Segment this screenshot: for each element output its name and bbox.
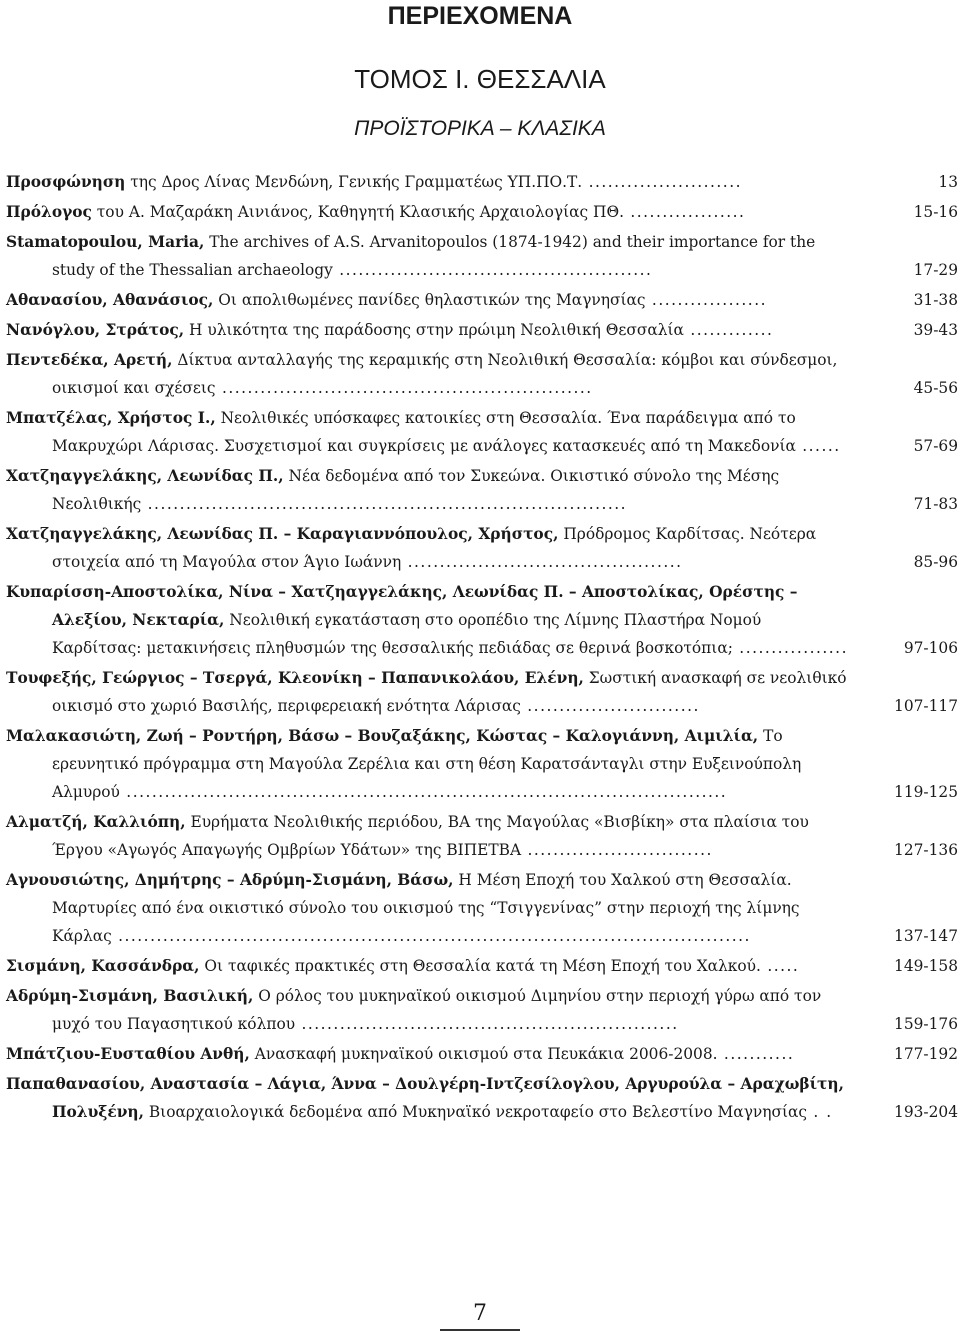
toc-entry [6, 520, 960, 576]
toc-entry-authors: Stamatopoulou, Maria, [6, 233, 205, 251]
toc-entry-text [6, 957, 799, 975]
toc-entry-text [6, 321, 773, 339]
dot-leader: . . [807, 1103, 833, 1121]
toc-entry [6, 404, 960, 460]
toc-entry-text [6, 409, 841, 455]
dot-leader: ........................................................................... [141, 495, 628, 513]
toc-entry-authors: Μπάτζιου-Ευσταθίου Ανθή, [6, 1045, 250, 1063]
toc-entry-authors: Νανόγλου, Στράτος, [6, 321, 185, 339]
toc-entry-authors: Μαλακασιώτη, Ζωή – Ροντήρη, Βάσω – Βουζαξάκης, Κώστας – Καλογιάννη, Αιμιλία, [6, 727, 759, 745]
toc-entry-pages: 107-117 [894, 697, 958, 715]
toc-entry-title: Η Μέση Εποχή του Χαλκού στη Θεσσαλία. Μαρτυρίες από ένα οικιστικό σύνολο του οικισμού της “Τσιγγενίνας” στην περιοχή της λίμνης Κάρλας [52, 871, 800, 945]
toc-entry-pages: 159-176 [894, 1015, 958, 1033]
toc-entry-pages: 137-147 [894, 927, 958, 945]
toc-entry [6, 808, 960, 864]
toc-entry-pages: 193-204 [894, 1103, 958, 1121]
toc-entry [6, 1040, 960, 1068]
dot-leader: .................. [623, 203, 746, 221]
toc-entry-title: Το ερευνητικό πρόγραμμα στη Μαγούλα Ζερέλια και στη θέση Καρατσάνταγλι στην Ευξεινούπολη Αλμυρού [52, 727, 802, 801]
dot-leader: ..... [760, 957, 800, 975]
toc-entry-pages: 31-38 [913, 291, 958, 309]
toc-entry-authors: Αθανασίου, Αθανάσιος, [6, 291, 214, 309]
toc-entry-title: Ευρήματα Νεολιθικής περιόδου, ΒΑ της Μαγούλας «Βισβίκη» στα πλαίσια του Έργου «Αγωγός Απαγωγής Ομβρίων Υδάτων» της ΒΙΠΕΤΒΑ [52, 813, 809, 859]
toc-entry-authors: Χατζηαγγελάκης, Λεωνίδας Π., [6, 467, 284, 485]
toc-entry-authors: Πρόλογος [6, 203, 92, 221]
toc-entry-text [6, 525, 816, 571]
toc-entry-title: Σωστική ανασκαφή σε νεολιθικό οικισμό στο χωριό Βασιλής, περιφερειακή ενότητα Λάρισας [52, 669, 847, 715]
dot-leader: ........................................... [401, 553, 683, 571]
toc-entry-title: Οι ταφικές πρακτικές στη Θεσσαλία κατά τη Μέση Εποχή του Χαλκού. [204, 957, 761, 975]
toc-entry-authors: Αλματζή, Καλλιόπη, [6, 813, 186, 831]
toc-entry-text [6, 467, 779, 513]
toc-entry-pages: 57-69 [913, 437, 958, 455]
toc-entry-title: Πρόδρομος Καρδίτσας. Νεότερα στοιχεία από τη Μαγούλα στον Άγιο Ιωάννη [52, 525, 817, 571]
toc-entry-title: του Α. Μαζαράκη Αινιάνος, Καθηγητή Κλασικής Αρχαιολογίας ΠΘ. [96, 203, 624, 221]
toc-entry-authors: Πεντεδέκα, Αρετή, [6, 351, 173, 369]
toc-entry-text [6, 1075, 844, 1121]
toc-entry-text [6, 203, 745, 221]
dot-leader: .................. [645, 291, 767, 309]
toc-entry-title: Ανασκαφή μυκηναϊκού οικισμού στα Πευκάκια 2006-2008. [254, 1045, 718, 1063]
dot-leader: ............................. [521, 841, 713, 859]
toc-entry-pages: 45-56 [913, 379, 958, 397]
toc-entry [6, 228, 960, 284]
toc-entry-text [6, 871, 800, 945]
toc-entry-title: Ο ρόλος του μυκηναϊκού οικισμού Διμηνίου στην περιοχή γύρω από τον μυχό του Παγασητικού κόλπου [52, 987, 822, 1033]
volume-heading: ΤΟΜΟΣ Ι. ΘΕΣΣΑΛΙΑ [354, 64, 606, 94]
toc-entry-authors: Χατζηαγγελάκης, Λεωνίδας Π. – Καραγιαννόπουλος, Χρήστος, [6, 525, 559, 543]
toc-entry [6, 952, 960, 980]
toc-entry-text [6, 727, 801, 801]
toc-entry-title: Βιοαρχαιολογικά δεδομένα από Μυκηναϊκό νεκροταφείο στο Βελεστίνο Μαγνησίας [148, 1103, 808, 1121]
toc-entry-title: Δίκτυα ανταλλαγής της κεραμικής στη Νεολιθική Θεσσαλία: κόμβοι και σύνδεσμοι, οικισμοί και σχέσεις [52, 351, 838, 397]
toc-entry [6, 1070, 960, 1126]
toc-entry-pages: 15-16 [913, 203, 958, 221]
page-number: 7 [473, 1301, 487, 1326]
toc-entry-authors: Σισμάνη, Κασσάνδρα, [6, 957, 200, 975]
toc-entry [6, 578, 960, 662]
toc-entry-title: The archives of A.S. Arvanitopoulos (1874-1942) and their importance for the study of the Thessalian archaeology [52, 233, 816, 279]
toc-entry-text [6, 669, 847, 715]
toc-entry [6, 982, 960, 1038]
toc-entry-pages: 177-192 [894, 1045, 958, 1063]
toc-entry-pages: 71-83 [913, 495, 958, 513]
dot-leader: ........................ [582, 173, 742, 191]
toc-entry-text [6, 233, 815, 279]
dot-leader: ............. [683, 321, 774, 339]
toc-entry-authors: Αδρύμη-Σισμάνη, Βασιλική, [6, 987, 254, 1005]
dot-leader: .......................................................... [215, 379, 593, 397]
toc-entry-authors: Παπαθανασίου, Αναστασία – Λάγια, Άννα – Δουλγέρη-Ιντζεσίλογλου, Αργυρούλα – Αραχωβίτη, Πολυξένη, [6, 1075, 844, 1121]
toc-entry-title: Νέα δεδομένα από τον Συκεώνα. Οικιστικό σύνολο της Μέσης Νεολιθικής [52, 467, 780, 513]
toc-entry [6, 286, 960, 314]
toc-entry-authors: Κυπαρίσση-Αποστολίκα, Νίνα – Χατζηαγγελάκης, Λεωνίδας Π. – Αποστολίκας, Ορέστης – Αλεξίου, Νεκταρία, [6, 583, 798, 629]
toc-entry-title: Η υλικότητα της παράδοσης στην πρώιμη Νεολιθική Θεσσαλία [189, 321, 684, 339]
toc-entry [6, 664, 960, 720]
dot-leader: .............................................................................................. [119, 783, 728, 801]
toc-entry-pages: 127-136 [894, 841, 958, 859]
dot-leader: ........... [717, 1045, 795, 1063]
toc-entry [6, 316, 960, 344]
toc-entry-pages: 149-158 [894, 957, 958, 975]
toc-entry-text [6, 351, 837, 397]
toc-entry-pages: 39-43 [913, 321, 958, 339]
toc-entry [6, 198, 960, 226]
toc-entry-authors: Προσφώνηση [6, 173, 126, 191]
toc-entry [6, 866, 960, 950]
toc-entry-text [6, 1045, 794, 1063]
toc-entry-title: Νεολιθική εγκατάσταση στο οροπέδιο της Λίμνης Πλαστήρα Νομού Καρδίτσας: μετακινήσεις πληθυσμών της θεσσαλικής πεδιάδας σε θερινά βοσκοτόπια; [52, 611, 762, 657]
toc-entry-authors: Αγνουσιώτης, Δημήτρης – Αδρύμη-Σισμάνη, Βάσω, [6, 871, 454, 889]
toc-entry-pages: 85-96 [913, 553, 958, 571]
toc-entry-authors: Μπατζέλας, Χρήστος Ι., [6, 409, 216, 427]
dot-leader: ........................... [520, 697, 700, 715]
toc-entry-authors: Τουφεξής, Γεώργιος – Τσεργά, Κλεονίκη – Παπανικολάου, Ελένη, [6, 669, 584, 687]
toc-entry-title: Νεολιθικές υπόσκαφες κατοικίες στη Θεσσαλία. Ένα παράδειγμα από το Μακρυχώρι Λάρισας. Συσχετισμοί και συγκρίσεις με ανάλογες κατασκευές από τη Μακεδονία [52, 409, 796, 455]
toc-entry-pages: 17-29 [913, 261, 958, 279]
toc-list [6, 168, 960, 1128]
section-heading: ΠΡΟΪΣΤΟΡΙΚΑ – ΚΛΑΣΙΚΑ [354, 117, 606, 140]
toc-entry [6, 722, 960, 806]
toc-entry-pages: 97-106 [903, 639, 958, 657]
page-title: ΠΕΡΙΕΧΟΜΕΝΑ [387, 2, 573, 30]
toc-entry-text [6, 173, 742, 191]
toc-entry [6, 462, 960, 518]
toc-entry-pages: 13 [938, 173, 958, 191]
dot-leader: ........................................................... [295, 1015, 679, 1033]
toc-entry-title: Οι απολιθωμένες πανίδες θηλαστικών της Μαγνησίας [218, 291, 646, 309]
dot-leader: ................................................................................................... [111, 927, 751, 945]
toc-entry-text [6, 987, 821, 1033]
toc-entry [6, 168, 960, 196]
toc-entry-pages: 119-125 [894, 783, 958, 801]
dot-leader: ................. [732, 639, 848, 657]
dot-leader: ...... [795, 437, 841, 455]
toc-entry-title: της Δρος Λίνας Μενδώνη, Γενικής Γραμματέως ΥΠ.ΠΟ.Τ. [130, 173, 583, 191]
toc-entry-text [6, 583, 848, 657]
toc-entry-text [6, 291, 767, 309]
toc-entry-text [6, 813, 809, 859]
toc-entry [6, 346, 960, 402]
footer-rule [440, 1329, 520, 1331]
dot-leader: ................................................. [332, 261, 653, 279]
